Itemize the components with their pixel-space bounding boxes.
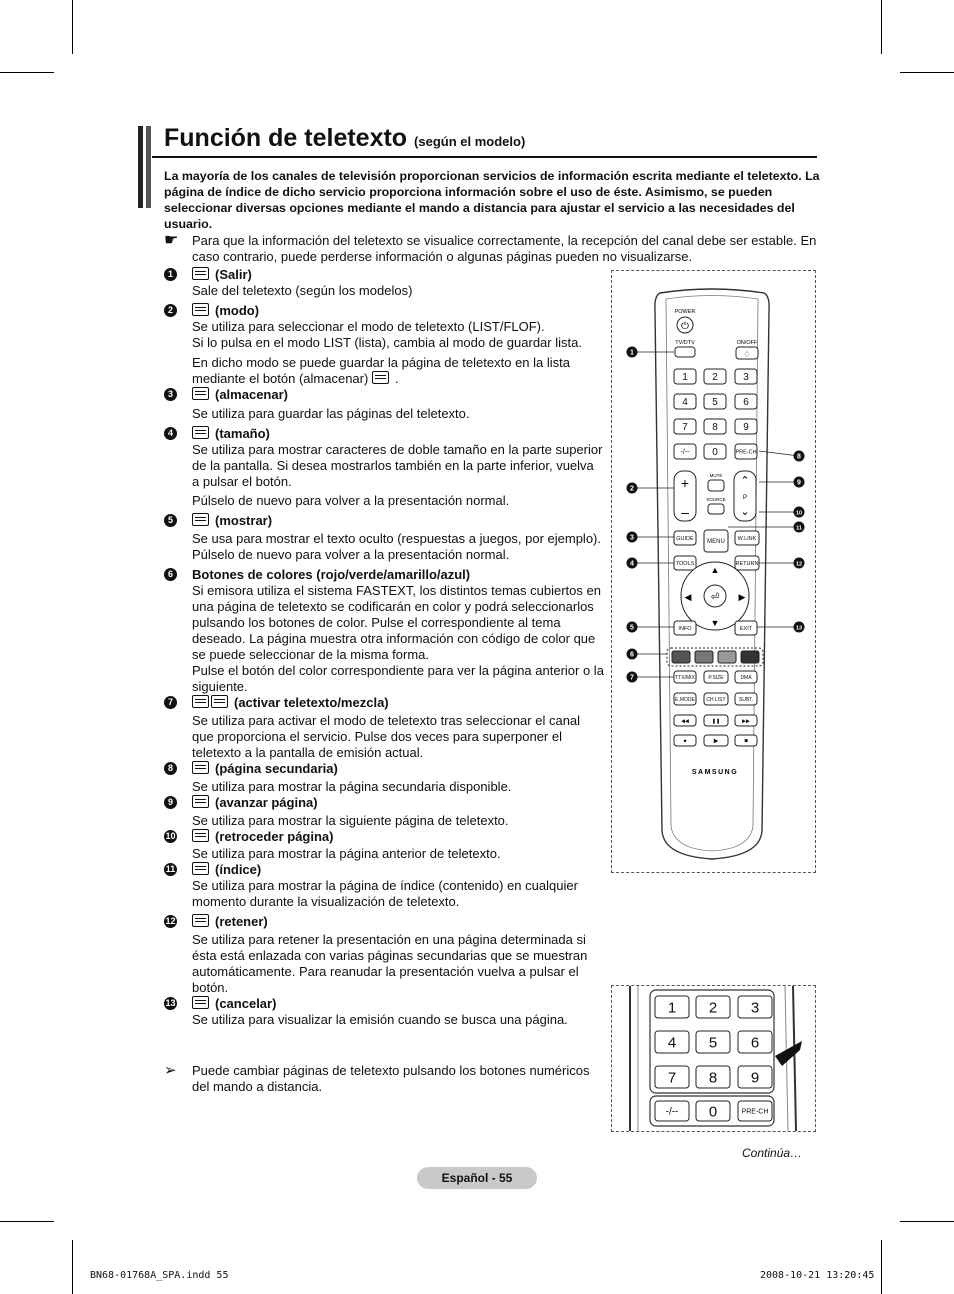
sub-page-icon: [192, 761, 209, 774]
crop-mark: [72, 1240, 73, 1294]
callout-number: 10: [795, 510, 803, 517]
green-button: [695, 651, 713, 663]
item-text: Se utiliza para activar el modo de teletexto tras seleccionar el canal que proporciona el servicio. Pulse dos veces para superponer el teletexto a la pantalla de emisión actual.: [192, 713, 581, 760]
item-heading: (mostrar): [192, 513, 604, 529]
stop-label: ■: [744, 738, 748, 745]
emode-label: E.MODE: [675, 696, 695, 703]
keypad-digit-4-label: 4: [667, 1034, 677, 1052]
item-number: 9: [164, 796, 177, 809]
cancel-icon: [192, 996, 209, 1009]
tip-text: Puede cambiar páginas de teletexto pulsando los botones numéricos del mando a distancia.: [192, 1063, 590, 1094]
up-arrow-icon: ▲: [710, 565, 720, 575]
enter-icon: ⏎: [710, 592, 720, 603]
note: [164, 233, 820, 265]
dash-label: -/--: [680, 448, 690, 456]
store-icon: [372, 371, 389, 384]
item-text: Se utiliza para mostrar la página anterior de teletexto.: [192, 846, 501, 861]
return-label: RETURN: [735, 560, 759, 567]
source-button: [708, 504, 724, 514]
item-number: 12: [165, 916, 176, 926]
exit-icon: [192, 267, 209, 280]
callout-number: 4: [630, 560, 634, 568]
exit-label: EXIT: [739, 625, 753, 632]
keypad-digit-3-label: 3: [750, 999, 760, 1017]
mute-label: MUTE: [709, 473, 723, 478]
list-item: [164, 387, 604, 422]
crop-mark: [881, 0, 882, 54]
remote-control-illustration: [612, 271, 815, 872]
item-text: Sale del teletexto (según los modelos): [192, 283, 413, 298]
tip: [164, 1063, 604, 1095]
crop-mark: [900, 72, 954, 73]
keypad-digit-0-label: 0: [708, 1103, 718, 1121]
tvdtv-label: TV/DTV: [675, 340, 695, 346]
guide-label: GUIDE: [676, 535, 694, 542]
list-item: [164, 426, 604, 509]
callout-number: 6: [630, 651, 634, 659]
digit-9-label: 9: [743, 422, 749, 433]
item-text: Se utiliza para mostrar la página de índice (contenido) en cualquier momento durante la visualización de teletexto.: [192, 878, 578, 909]
note-text: Para que la información del teletexto se visualice correctamente, la recepción del canal debe ser estable. En caso contrario, puede perderse información o algunas páginas pueden no visualizarse.: [192, 233, 817, 264]
list-item: [164, 862, 604, 910]
record-label: ●: [683, 738, 687, 745]
pointer-decoration: [775, 1041, 802, 1066]
subt-label: SUBT.: [738, 696, 754, 703]
left-arrow-icon: ◀: [684, 592, 692, 602]
keypad-digit-6-label: 6: [750, 1034, 760, 1052]
continues-label: Continúa…: [742, 1146, 803, 1160]
item-text: Se utiliza para mostrar la siguiente página de teletexto.: [192, 813, 509, 828]
digit-8-label: 8: [712, 422, 718, 433]
mute-button: [708, 480, 724, 491]
keypad-figure: [611, 985, 816, 1132]
title-rule: [152, 156, 817, 158]
item-number: 13: [165, 998, 176, 1008]
keypad-illustration: [612, 986, 815, 1131]
item-text: Se utiliza para guardar las páginas del teletexto.: [192, 406, 470, 421]
keypad-digit-1-label: 1: [667, 999, 677, 1017]
item-heading: (Salir): [192, 267, 604, 283]
reveal-icon: [192, 513, 209, 526]
down-arrow-icon: ▼: [710, 618, 720, 628]
tvdtv-button: [675, 347, 695, 357]
item-text: Si emisora utiliza el sistema FASTEXT, los distintos temas cubiertos en una página de teletexto se codificarán en color y podrá seleccionarlos pulsando los botones de color. Pulse el correspondiente al tema deseado. La página muestra otra información con código de color que se puede seleccionar de la misma forma.: [192, 583, 601, 662]
item-number: 11: [165, 864, 176, 874]
item-heading: (activar teletexto/mezcla): [192, 695, 604, 711]
item-heading: (índice): [192, 862, 604, 878]
footer-date: 2008-10-21 13:20:45: [760, 1270, 875, 1281]
channel-down-icon: ⌄: [740, 506, 750, 518]
chlist-label: CH LIST: [706, 696, 726, 703]
list-item: [164, 761, 604, 795]
dma-label: DMA: [740, 674, 752, 681]
volume-up-icon: +: [680, 475, 690, 491]
item-number: 8: [164, 762, 177, 775]
ttx-label: TTX/MIX: [675, 674, 695, 681]
keypad-prech-label: PRE-CH: [741, 1108, 769, 1116]
keypad-dash-label: -/--: [665, 1106, 679, 1118]
item-number: 10: [165, 831, 176, 841]
crop-mark: [0, 1221, 54, 1222]
arrow-icon: ➢: [164, 1062, 177, 1079]
item-text: Se utiliza para mostrar la página secundaria disponible.: [192, 779, 512, 794]
item-heading: (retener): [192, 914, 604, 930]
brand-logo: SAMSUNG: [691, 769, 739, 776]
list-item: [164, 829, 604, 862]
footer-file: BN68-01768A_SPA.indd 55: [90, 1270, 229, 1281]
volume-down-icon: –: [681, 504, 689, 520]
page-number: Español - 55: [417, 1167, 537, 1189]
item-text: Pulse el botón del color correspondiente para ver la página anterior o la siguiente.: [192, 663, 604, 694]
prech-label: PRE-CH: [735, 449, 757, 456]
fastforward-label: ▶▶: [742, 718, 750, 725]
keypad-digit-5-label: 5: [708, 1034, 718, 1052]
yellow-button: [718, 651, 736, 663]
menu-label: MENU: [707, 539, 725, 546]
item-number: 1: [164, 268, 177, 281]
digit-6-label: 6: [743, 397, 749, 408]
item-heading: (tamaño): [192, 426, 604, 442]
tools-label: TOOLS: [675, 560, 695, 567]
item-text: Se utiliza para retener la presentación en una página determinada si ésta está enlazada con varias páginas secundarias que se muestran automáticamente. Para reanudar la presentación vuelva a pulsar el botón.: [192, 932, 588, 995]
right-arrow-icon: ▶: [738, 592, 746, 602]
callout-number: 11: [796, 525, 802, 532]
item-number: 3: [164, 388, 177, 401]
crop-mark: [881, 1240, 882, 1294]
item-text: Se usa para mostrar el texto oculto (respuestas a juegos, por ejemplo). Púlselo de nuevo para volver a la presentación normal.: [192, 531, 601, 562]
store-icon: [192, 387, 209, 400]
mix-icon: [211, 695, 228, 708]
title-bar-decoration: [138, 126, 143, 208]
pointing-hand-icon: ☛: [164, 232, 179, 249]
page-down-icon: [192, 829, 209, 842]
callout-number: 2: [630, 485, 634, 493]
keypad-digit-8-label: 8: [708, 1069, 718, 1087]
page-title: Función de teletexto (según el modelo): [164, 124, 526, 152]
item-heading: (página secundaria): [192, 761, 604, 777]
callout-number: 5: [630, 624, 634, 632]
title-bar-decoration: [146, 126, 151, 208]
callout-number: 3: [630, 534, 634, 542]
play-label: ▶: [713, 738, 719, 745]
channel-label: P: [742, 495, 748, 501]
info-label: INFO: [678, 625, 692, 632]
item-text: Se utiliza para visualizar la emisión cuando se busca una página.: [192, 1012, 568, 1027]
callout-number: 9: [797, 479, 801, 487]
item-number: 2: [164, 304, 177, 317]
digit-4-label: 4: [682, 397, 688, 408]
item-number: 5: [164, 514, 177, 527]
item-text: Si lo pulsa en el modo LIST (lista), cambia al modo de guardar lista.: [192, 335, 582, 350]
callout-number: 12: [795, 561, 803, 568]
digit-3-label: 3: [743, 372, 749, 383]
list-item: [164, 513, 604, 563]
list-item: [164, 267, 604, 299]
item-number: 4: [164, 427, 177, 440]
item-number: 6: [164, 568, 177, 581]
digit-1-label: 1: [682, 372, 688, 383]
psize-label: P.SIZE: [708, 674, 724, 681]
channel-up-icon: ⌃: [740, 475, 750, 487]
item-number: 7: [164, 696, 177, 709]
digit-7-label: 7: [682, 422, 688, 433]
list-item: [164, 695, 604, 761]
index-icon: [192, 862, 209, 875]
blue-button: [741, 651, 759, 663]
power-label: POWER: [674, 309, 696, 315]
item-text: Se utiliza para mostrar caracteres de doble tamaño en la parte superior de la pantalla. Si desea mostrarlos también en la parte inferior, vuelva a pulsar el botón.: [192, 442, 603, 489]
mode-icon: [192, 303, 209, 316]
red-button: [672, 651, 690, 663]
size-icon: [192, 426, 209, 439]
onoff-label: ON/OFF: [736, 340, 758, 346]
digit-5-label: 5: [712, 397, 718, 408]
keypad-digit-9-label: 9: [750, 1069, 760, 1087]
hold-icon: [192, 914, 209, 927]
rewind-label: ◀◀: [681, 718, 689, 725]
item-heading: (modo): [192, 303, 604, 319]
digit-0-label: 0: [712, 447, 718, 458]
item-heading: (avanzar página): [192, 795, 604, 811]
crop-mark: [0, 72, 54, 73]
list-item: [164, 795, 604, 829]
pause-label: ❚❚: [711, 718, 721, 725]
crop-mark: [900, 1221, 954, 1222]
power-icon: ⏻: [681, 321, 689, 332]
item-list: [164, 267, 604, 1028]
list-item: [164, 303, 604, 387]
wlink-label: W.LINK: [737, 535, 757, 542]
list-item: [164, 996, 604, 1028]
keypad-digit-2-label: 2: [708, 999, 718, 1017]
crop-mark: [72, 0, 73, 54]
keypad-digit-7-label: 7: [667, 1069, 677, 1087]
callout-number: 8: [797, 453, 801, 461]
item-heading: Botones de colores (rojo/verde/amarillo/azul): [192, 567, 471, 582]
light-icon: ♢: [743, 350, 751, 359]
item-text: Púlselo de nuevo para volver a la presentación normal.: [192, 493, 510, 508]
list-item: [164, 567, 604, 695]
item-text: En dicho modo se puede guardar la página de teletexto en la lista mediante el botón (almacenar) .: [192, 355, 570, 386]
remote-figure: [611, 270, 816, 873]
source-label: SOURCE: [706, 497, 726, 502]
item-text: Se utiliza para seleccionar el modo de teletexto (LIST/FLOF).: [192, 319, 545, 334]
item-heading: (retroceder página): [192, 829, 604, 845]
intro-paragraph: La mayoría de los canales de televisión proporcionan servicios de información escrita mediante el teletexto. La página de índice de dicho servicio proporciona información sobre el uso de éste. Asimismo, se pueden seleccionar diversas opciones mediante el mando a distancia para ajustar el servicio a las necesidades del usuario.: [164, 169, 820, 231]
item-heading: (cancelar): [192, 996, 604, 1012]
teletext-icon: [192, 695, 209, 708]
page-subtitle: (según el modelo): [414, 134, 526, 149]
callout-number: 7: [630, 674, 634, 682]
page-up-icon: [192, 795, 209, 808]
digit-2-label: 2: [712, 372, 718, 383]
list-item: [164, 914, 604, 996]
item-heading: (almacenar): [192, 387, 604, 403]
callout-number: 1: [630, 349, 634, 357]
callout-number: 13: [795, 625, 803, 632]
